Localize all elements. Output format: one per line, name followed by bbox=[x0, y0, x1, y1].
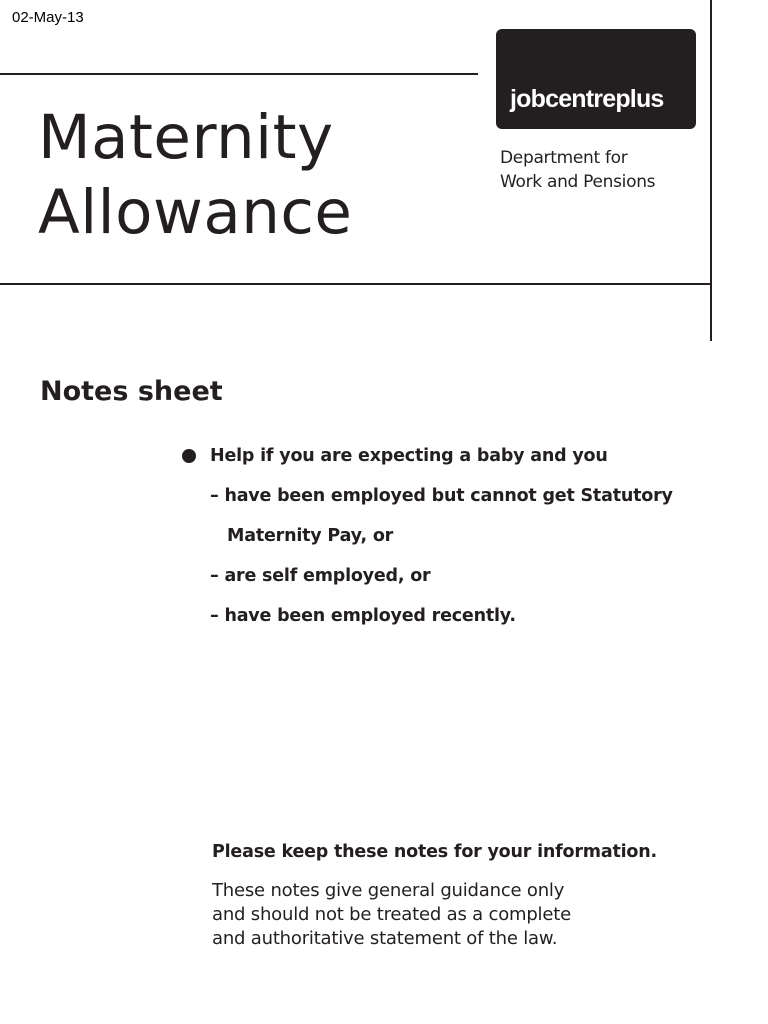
document-title bbox=[38, 100, 352, 250]
keep-notes-notice: Please keep these notes for your information. bbox=[212, 842, 657, 862]
list-item: – are self employed, or bbox=[210, 566, 431, 586]
bullet-icon bbox=[182, 449, 196, 463]
title-line-1: Maternity bbox=[38, 102, 334, 173]
guidance-line: and authoritative statement of the law. bbox=[212, 928, 558, 949]
list-item: Maternity Pay, or bbox=[227, 526, 394, 546]
bullet-intro: Help if you are expecting a baby and you bbox=[210, 446, 608, 466]
top-divider bbox=[0, 73, 478, 75]
vertical-divider bbox=[710, 0, 712, 341]
title-line-2: Allowance bbox=[38, 177, 353, 248]
guidance-line: and should not be treated as a complete bbox=[212, 904, 571, 925]
list-item: – have been employed but cannot get Statutory bbox=[210, 486, 673, 506]
department-line-2: Work and Pensions bbox=[500, 172, 656, 192]
list-item: – have been employed recently. bbox=[210, 606, 516, 626]
print-date: 02-May-13 bbox=[12, 9, 84, 26]
department-name bbox=[500, 146, 655, 194]
notes-heading: Notes sheet bbox=[40, 376, 223, 407]
guidance-line: These notes give general guidance only bbox=[212, 880, 565, 901]
logo-text: jobcentreplus bbox=[510, 85, 664, 113]
jobcentreplus-logo bbox=[496, 29, 696, 129]
header-divider bbox=[0, 283, 712, 285]
department-line-1: Department for bbox=[500, 148, 628, 168]
guidance-disclaimer bbox=[212, 879, 571, 951]
